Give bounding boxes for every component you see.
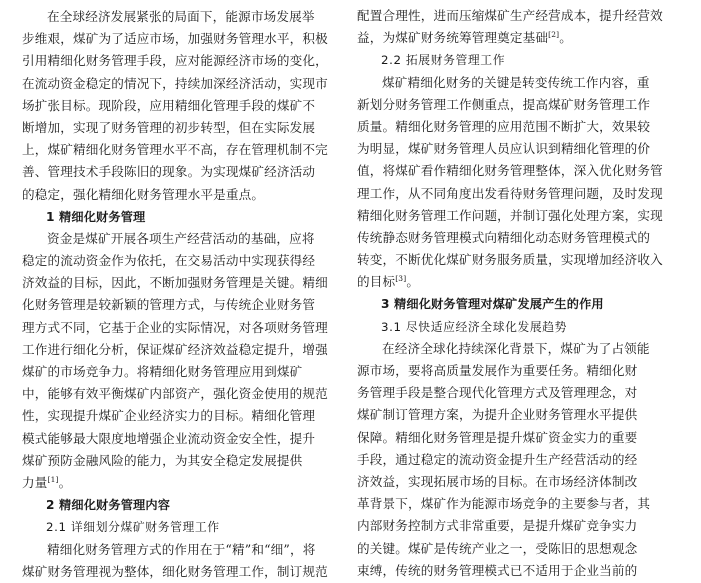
line-text: 精细化财务管理方式的作用在于“精”和“细”，将 (47, 541, 316, 557)
paragraph-line (357, 515, 683, 537)
paragraph-line (22, 161, 348, 183)
paragraph-line (357, 493, 683, 515)
paragraph-first-line (22, 539, 348, 561)
paragraph-line (357, 427, 683, 449)
line-text: 值，将煤矿看作精细化财务管理整体，深入优化财务管 (357, 163, 663, 179)
line-text: 源市场，要将高质量发展作为重要任务。精细化财 (357, 363, 638, 378)
line-text: 上，煤矿精细化财务管理水平不高，存在管理机制不完 (22, 142, 328, 158)
paragraph-line (22, 339, 348, 361)
paragraph-line (357, 116, 683, 138)
paragraph-line (22, 428, 348, 450)
paragraph-line (22, 73, 348, 95)
paragraph-line (357, 183, 683, 205)
paragraph-line (357, 404, 683, 426)
line-text: 的关键。煤矿是传统产业之一，受陈旧的思想观念 (357, 540, 638, 556)
line-text: 质量。精细化财务管理的应用范围不断扩大，效果较 (357, 118, 651, 134)
line-text: 化财务管理是较新颖的管理方式，与传统企业财务管 (22, 297, 316, 313)
line-text: 2 精细化财务管理内容 (46, 498, 171, 513)
line-text: 在全球经济发展紧张的局面下，能源市场发展举 (47, 9, 315, 24)
line-text: 煤矿精细化财务的关键是转变传统工作内容，重 (382, 74, 650, 90)
line-text: 稳定的流动资金作为依托，在交易活动中实现获得经 (22, 253, 316, 269)
paragraph-first-line (22, 228, 348, 250)
paragraph-line (22, 139, 348, 161)
punctuation: 。 (58, 474, 72, 490)
paragraph-first-line (357, 72, 683, 94)
line-text: 济效益，实现拓展市场的目标。在市场经济体制改 (357, 473, 638, 489)
paragraph-line (22, 95, 348, 117)
line-text: 在流动资金稳定的情况下，持续加深经济活动，实现市 (22, 75, 328, 91)
paragraph-line (357, 5, 683, 27)
line-text: 煤矿制订管理方案，为提升企业财务管理水平提供 (357, 407, 638, 423)
line-text: 理方式不同，它基于企业的实际情况，对各项财务管理 (22, 319, 328, 335)
line-text: 传统静态财务管理模式向精细化动态财务管理模式的 (357, 229, 651, 245)
paragraph-line (357, 205, 683, 227)
paragraph-first-line (22, 6, 348, 28)
line-text: 步维艰，煤矿为了适应市场，加强财务管理水平，积极 (22, 31, 328, 47)
paragraph-line (357, 538, 683, 560)
paragraph-line (357, 94, 683, 116)
paragraph-line (22, 472, 348, 494)
paragraph-line (22, 294, 348, 316)
line-text: 场扩张目标。现阶段，应用精细化管理手段的煤矿不 (22, 97, 316, 113)
paragraph-line (357, 271, 683, 293)
paragraph-line (357, 382, 683, 404)
subsection-heading (357, 316, 683, 338)
line-text: 理工作，从不同角度出发看待财务管理问题，及时发现 (357, 185, 663, 201)
section-heading (22, 494, 348, 516)
subsection-heading (357, 49, 683, 71)
line-text: 模式能够最大限度地增强企业流动资金安全性，提升 (22, 430, 316, 446)
paragraph-line (22, 28, 348, 50)
paragraph-line (357, 138, 683, 160)
paragraph-line (357, 560, 683, 582)
line-text: 务管理手段是整合现代化管理方式及管理理念，对 (357, 385, 638, 401)
paragraph-line (357, 227, 683, 249)
line-text: 工作进行细化分析，保证煤矿经济效益稳定提升，增强 (22, 341, 328, 357)
citation-reference: [3] (395, 274, 407, 284)
paragraph-line (357, 471, 683, 493)
line-text: 性，实现提升煤矿企业经济实力的目标。精细化管理 (22, 408, 316, 424)
line-text: 束缚，传统的财务管理模式已不适用于企业当前的 (357, 562, 638, 578)
line-text: 内部财务控制方式非常重要，是提升煤矿竞争实力 (357, 518, 638, 534)
punctuation: 。 (406, 274, 420, 290)
section-heading (357, 293, 683, 315)
line-text: 革背景下，煤矿作为能源市场竞争的主要参与者，其 (357, 496, 651, 512)
paragraph-line (22, 250, 348, 272)
right-column (357, 5, 683, 582)
line-text: 断增加，实现了财务管理的初步转型，但在实际发展 (22, 119, 316, 135)
line-text: 3 精细化财务管理对煤矿发展产生的作用 (381, 297, 604, 312)
paragraph-line (22, 450, 348, 472)
line-text: 精细化财务管理工作问题，并制订强化处理方案，实现 (357, 207, 663, 223)
line-text: 的稳定，强化精细化财务管理水平是重点。 (22, 186, 265, 202)
paragraph-line (22, 184, 348, 206)
paragraph-line (22, 317, 348, 339)
line-text: 为明显，煤矿财务管理人员应认识到精细化管理的价 (357, 141, 651, 157)
line-text: 1 精细化财务管理 (46, 209, 146, 224)
line-text: 善、管理技术手段陈旧的现象。为实现煤矿经济活动 (22, 164, 316, 180)
section-heading (22, 206, 348, 228)
paragraph-line (357, 249, 683, 271)
line-text: 转变，不断优化煤矿财务服务质量，实现增加经济收入 (357, 252, 663, 268)
punctuation: 。 (559, 30, 572, 46)
line-text: 保障。精细化财务管理是提升煤矿资金实力的重要 (357, 429, 638, 445)
paragraph-line (357, 360, 683, 382)
citation-reference: [1] (47, 474, 59, 484)
subsection-heading (22, 516, 348, 538)
line-text: 2.1 详细划分煤矿财务管理工作 (46, 520, 220, 535)
line-text: 3.1 尽快适应经济全球化发展趋势 (381, 319, 568, 334)
line-text: 力量 (22, 474, 48, 490)
paragraph-first-line (357, 338, 683, 360)
line-text: 煤矿的市场竞争力。将精细化财务管理应用到煤矿 (22, 364, 303, 379)
paragraph-line (22, 405, 348, 427)
line-text: 新划分财务管理工作侧重点，提高煤矿财务管理工作 (357, 96, 651, 112)
line-text: 煤矿财务管理视为整体，细化财务管理工作，制订规范 (22, 563, 328, 579)
paragraph-line (22, 361, 348, 383)
line-text: 在经济全球化持续深化背景下，煤矿为了占领能 (382, 340, 650, 356)
line-text: 引用精细化财务管理手段，应对能源经济市场的变化， (22, 53, 328, 69)
paragraph-line (22, 561, 348, 583)
paragraph-line (22, 272, 348, 294)
line-text: 资金是煤矿开展各项生产经营活动的基础，应将 (47, 230, 315, 246)
citation-reference: [2] (548, 30, 560, 39)
line-text: 2.2 拓展财务管理工作 (381, 53, 506, 68)
paragraph-line (357, 449, 683, 471)
line-text: 中，能够有效平衡煤矿内部资产，强化资金使用的规范 (22, 386, 328, 402)
line-text: 的目标 (357, 274, 396, 290)
line-text: 济效益的目标，因此，不断加强财务管理是关键。精细 (22, 275, 328, 291)
line-text: 手段，通过稳定的流动资金提升生产经营活动的经 (357, 451, 638, 467)
left-column (22, 6, 348, 583)
paragraph-line (22, 50, 348, 72)
line-text: 煤矿预防金融风险的能力，为其安全稳定发展提供 (22, 452, 303, 468)
paragraph-line (22, 117, 348, 139)
paragraph-line (22, 383, 348, 405)
paragraph-line (357, 27, 683, 49)
line-text: 配置合理性，进而压缩煤矿生产经营成本，提升经营效 (357, 8, 663, 23)
line-text: 益，为煤矿财务统筹管理奠定基础 (357, 30, 549, 46)
paragraph-line (357, 160, 683, 182)
